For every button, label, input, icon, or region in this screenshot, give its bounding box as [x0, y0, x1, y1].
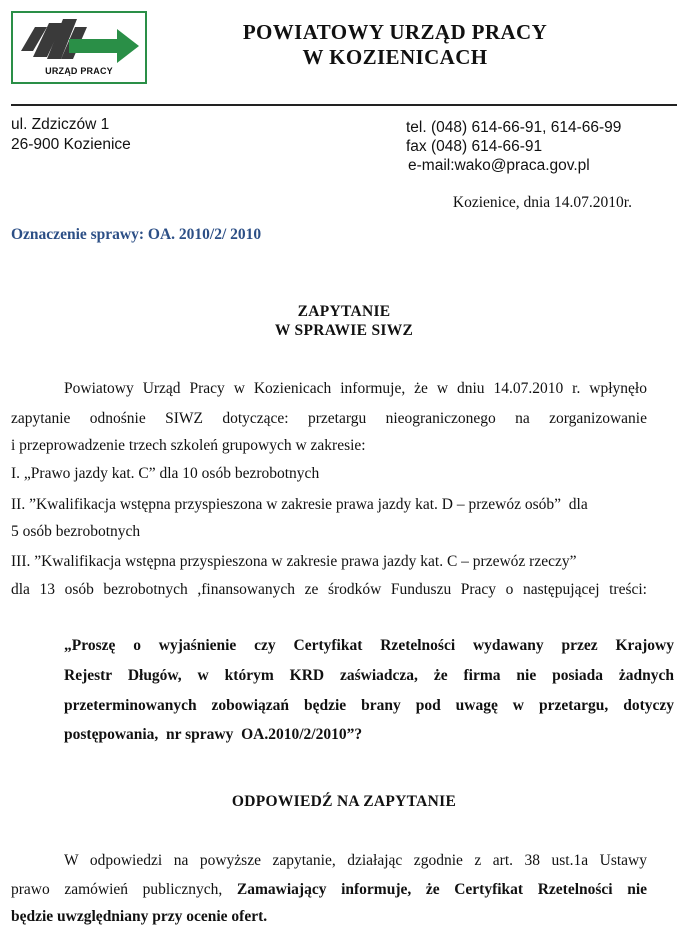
answer-line-3: [11, 908, 647, 926]
body-line-7: III. ”Kwalifikacja wstępna przyspieszona w zakresie prawa jazdy kat. C – przewóz rzeczy”: [11, 553, 577, 570]
contact-phone: tel. (048) 614-66-91, 614-66-99: [406, 119, 622, 136]
answer-line-1: W odpowiedzi na powyższe zapytanie, działając zgodnie z art. 38 ust.1a Ustawy: [64, 852, 647, 869]
org-name-line1: POWIATOWY URZĄD PRACY: [242, 20, 548, 44]
document-date: Kozienice, dnia 14.07.2010r.: [452, 194, 632, 211]
contact-fax: fax (048) 614-66-91: [406, 138, 543, 155]
question-line-1: „Proszę o wyjaśnienie czy Certyfikat Rzetelności wydawany przez Krajowy: [64, 637, 674, 654]
question-line-2: Rejestr Długów, w którym KRD zaświadcza, że firma nie posiada żadnych: [64, 667, 674, 684]
body-line-3: i przeprowadzenie trzech szkoleń grupowych w zakresie:: [11, 437, 366, 454]
answer-line-2-regular: prawo zamówień publicznych,: [11, 881, 223, 898]
logo: [11, 11, 147, 84]
body-line-4: I. „Prawo jazdy kat. C” dla 10 osób bezrobotnych: [11, 465, 320, 482]
body-line-1: Powiatowy Urząd Pracy w Kozienicach informuje, że w dniu 14.07.2010 r. wpłynęło: [64, 380, 647, 397]
body-line-5: II. ”Kwalifikacja wstępna przyspieszona w zakresie prawa jazdy kat. D – przewóz osób” dla: [11, 496, 588, 513]
answer-line-2: [11, 881, 647, 899]
answer-line-3-bold: będzie uwzględniany przy ocenie ofert.: [11, 908, 268, 925]
body-line-2: zapytanie odnośnie SIWZ dotyczące: przetargu nieograniczonego na zorganizowanie: [11, 410, 647, 427]
logo-text: URZĄD PRACY: [45, 66, 113, 76]
body-line-8: dla 13 osób bezrobotnych ,finansowanych ze środków Funduszu Pracy o następującej treści:: [11, 581, 647, 598]
body-line-6: 5 osób bezrobotnych: [11, 523, 141, 540]
answer-line-2-bold: Zamawiający informuje, że Certyfikat Rzetelności nie: [236, 881, 648, 898]
document-title-line2: W SPRAWIE SIWZ: [274, 322, 414, 339]
org-name-line2: W KOZIENICACH: [302, 45, 488, 69]
answer-title: ODPOWIEDŹ NA ZAPYTANIE: [231, 793, 457, 810]
document-title-line1: ZAPYTANIE: [297, 303, 391, 320]
question-line-3: przeterminowanych zobowiązań będzie brany pod uwagę w przetargu, dotyczy: [64, 697, 674, 714]
case-reference: Oznaczenie sprawy: OA. 2010/2/ 2010: [11, 226, 262, 243]
header-divider: [11, 104, 677, 106]
address-city: 26-900 Kozienice: [11, 136, 131, 153]
question-line-4: postępowania, nr sprawy OA.2010/2/2010”?: [64, 726, 363, 743]
contact-email: e-mail:wako@praca.gov.pl: [408, 157, 590, 174]
address-street: ul. Zdziczów 1: [11, 116, 110, 133]
